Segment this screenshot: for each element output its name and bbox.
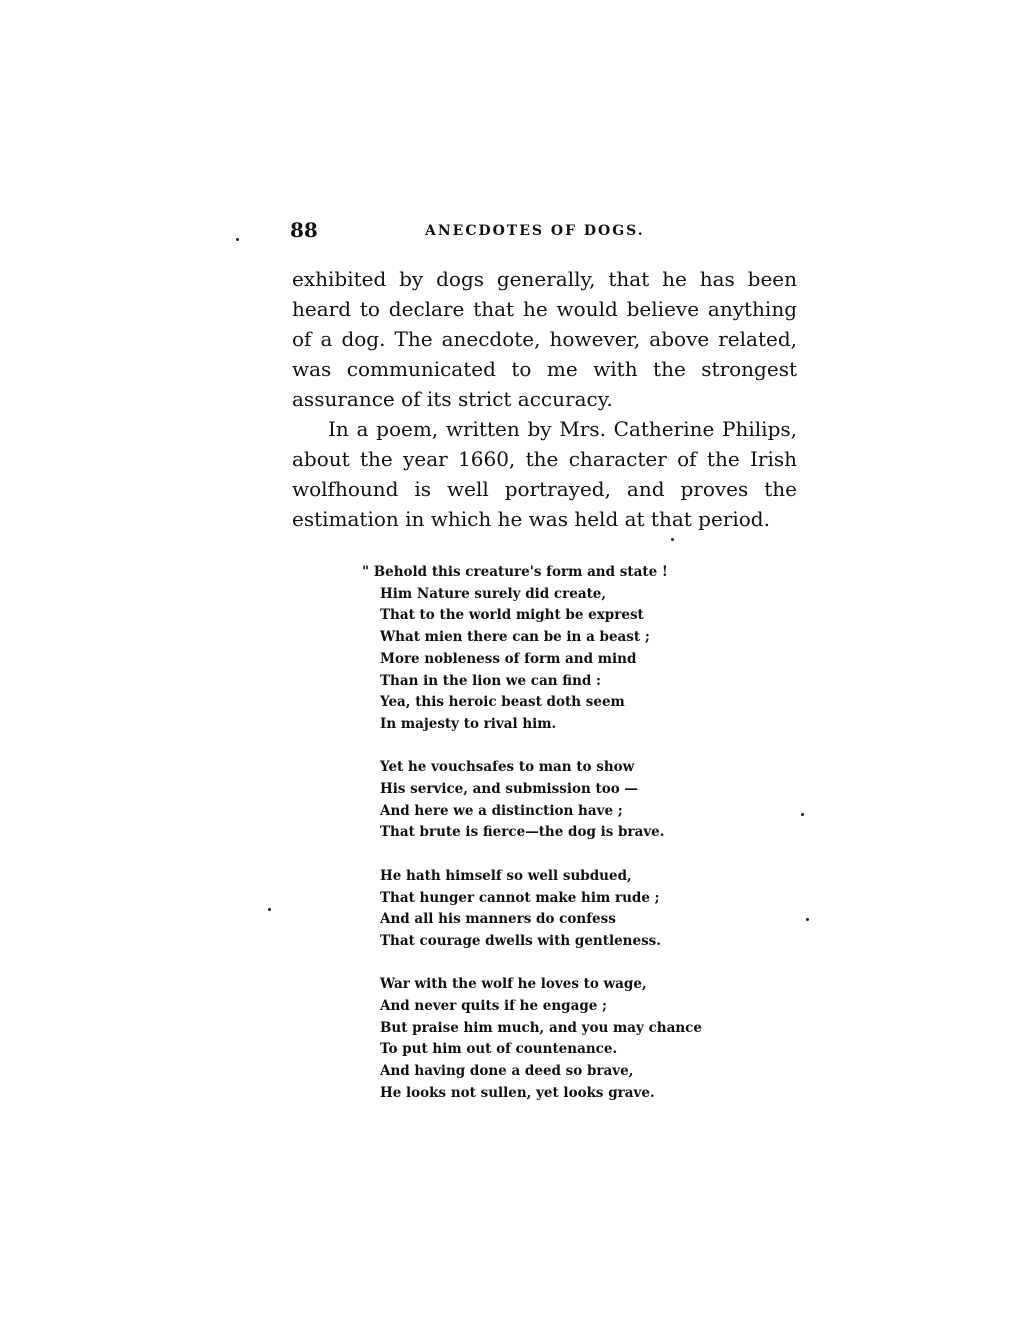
poem-line: And all his manners do confess bbox=[380, 911, 616, 928]
poem-line: Than in the lion we can find : bbox=[380, 672, 602, 689]
poem-line: Yet he vouchsafes to man to show bbox=[380, 759, 635, 776]
page-number: 88 bbox=[290, 218, 318, 242]
poem-line: More nobleness of form and mind bbox=[380, 650, 637, 667]
scan-speck bbox=[801, 813, 804, 816]
poem-line: And having done a deed so brave, bbox=[380, 1063, 634, 1080]
prose-body bbox=[292, 264, 797, 534]
poem-line: He hath himself so well subdued, bbox=[380, 867, 632, 884]
prose-paragraph: In a poem, written by Mrs. Catherine Philips, about the year 1660, the character of the Irish wolfhound is well portrayed, and proves the estimation in which he was held at that period. bbox=[292, 417, 797, 531]
poem-line: But praise him much, and you may chance bbox=[380, 1019, 702, 1036]
poem-line: That brute is fierce—the dog is brave. bbox=[380, 824, 665, 841]
scan-speck bbox=[236, 238, 239, 241]
prose-paragraph: exhibited by dogs generally, that he has been heard to declare that he would believe anything of a dog. The anecdote, however, above related, was communicated to me with the strongest assurance of its strict accuracy. bbox=[292, 267, 797, 411]
poem-line: To put him out of countenance. bbox=[380, 1041, 618, 1058]
poem-line: Him Nature surely did create, bbox=[380, 585, 607, 602]
poem-stanza bbox=[362, 757, 702, 844]
poem-line: That hunger cannot make him rude ; bbox=[380, 889, 660, 906]
poem-line: What mien there can be in a beast ; bbox=[380, 629, 650, 646]
poem-line: War with the wolf he loves to wage, bbox=[380, 976, 647, 993]
poem-line: " Behold this creature's form and state ! bbox=[362, 564, 668, 580]
scan-speck bbox=[268, 908, 271, 911]
poem-stanza bbox=[362, 866, 702, 953]
poem-quotation bbox=[362, 562, 702, 1126]
poem-line: He looks not sullen, yet looks grave. bbox=[380, 1084, 655, 1101]
scan-speck bbox=[671, 538, 674, 541]
poem-line: That courage dwells with gentleness. bbox=[380, 932, 661, 949]
scan-speck bbox=[806, 918, 809, 921]
poem-stanza bbox=[362, 974, 702, 1104]
running-title: ANECDOTES OF DOGS. bbox=[425, 223, 645, 239]
poem-line: And never quits if he engage ; bbox=[380, 998, 608, 1015]
poem-line: His service, and submission too — bbox=[380, 781, 638, 798]
poem-line: Yea, this heroic beast doth seem bbox=[380, 694, 625, 711]
poem-line: That to the world might be exprest bbox=[380, 607, 644, 624]
poem-line: In majesty to rival him. bbox=[380, 715, 557, 732]
poem-stanza bbox=[362, 562, 702, 736]
poem-line: And here we a distinction have ; bbox=[380, 802, 623, 819]
